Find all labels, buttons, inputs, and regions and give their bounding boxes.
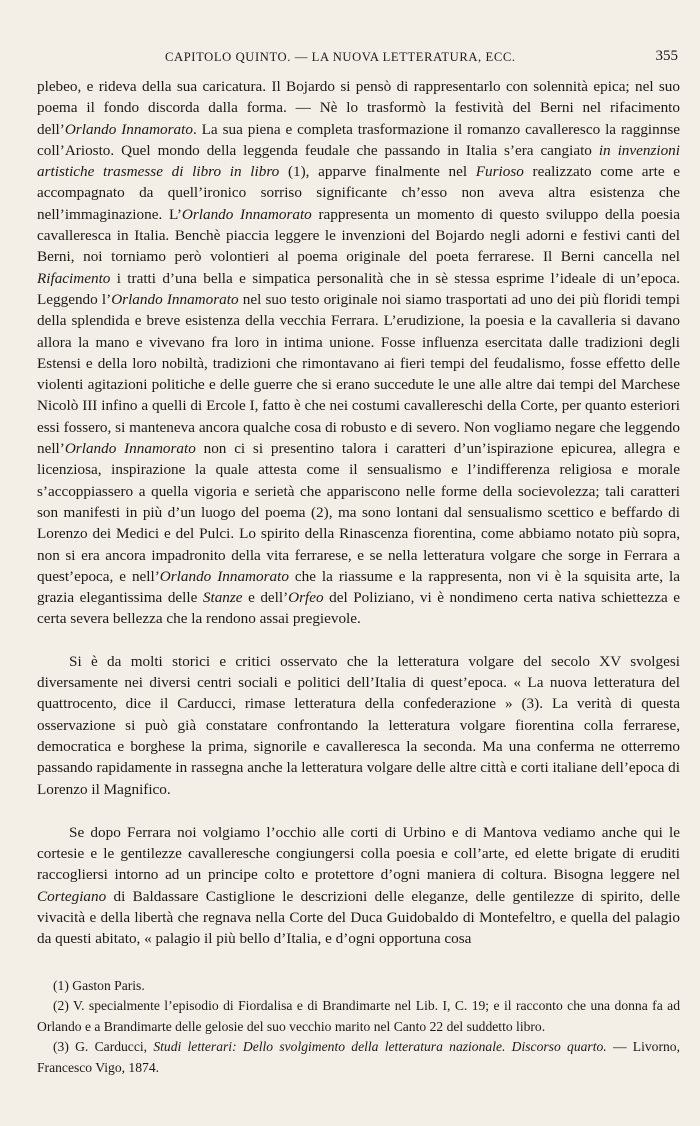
footnote-3 bbox=[37, 1037, 680, 1078]
page-number: 355 bbox=[655, 48, 678, 64]
paragraph-2 bbox=[37, 651, 680, 800]
text-run: (1), apparve finalmente nel bbox=[279, 163, 476, 181]
italic-text: Orlando Innamorato bbox=[159, 567, 289, 585]
text-run: Se dopo Ferrara noi volgiamo l’occhio alle corti di Urbino e di Mantova vediamo anche qui le cortesie e le gentilezze cavalleresche congiungersi colla poesia e coll’arte, ed elette brigate di eruditi raccogliersi intorno ad un principe colto e protettore d’ogni maniera di coltura. Bisogna leggere nel bbox=[37, 823, 680, 884]
footnote-1 bbox=[37, 976, 680, 997]
text-run: del Poliziano, vi è nondimeno certa nativa schiettezza e certa severa bellezza che la rendono assai pregievole. bbox=[37, 589, 680, 628]
italic-text: Orlando Innamorato bbox=[64, 120, 193, 138]
italic-text: Orlando Innamorato bbox=[181, 205, 312, 223]
italic-text: Rifacimento bbox=[37, 269, 111, 287]
text-run: non ci si presentino talora i caratteri d’un’ispirazione epicurea, allegra e licenziosa, inspirazione la quale attesta come il sensualismo e l’indifferenza religiosa e morale s’accoppiassero a quella vigoria e serietà che appariscono nelle forme della socievolezza; tali caratteri son manifesti in più d’un luogo del poema (2), ma sono lontani dal sensualismo scettico e beffardo di Lorenzo dei Medici e del Pulci. Lo spirito della Rinascenza fiorentina, come abbiamo notato più sopra, non si era ancora impadronito della vita ferrarese, e se nella letteratura volgare che sorge in Ferrara a quest’epoca, e nell’ bbox=[37, 440, 680, 585]
page-header bbox=[37, 50, 682, 76]
text-run: che la riassume e la rappresenta, non vi è la squisita arte, la grazia elegantissima delle bbox=[37, 567, 680, 607]
running-head: CAPITOLO QUINTO. — LA NUOVA LETTERATURA, ECC. bbox=[165, 50, 516, 64]
text-run: plebeo, e rideva della sua caricatura. Il Bojardo si pensò di rappresentarlo con solennità epica; nel suo poema il fondo discorda dalla forma. — Nè lo trasformò la festività del Berni nel rifacimento dell’ bbox=[37, 78, 680, 138]
italic-text: Cortegiano bbox=[37, 887, 107, 905]
text-run: i tratti d’una bella e simpatica personalità che in sè stessa esprime l’ideale di un’epoca. Leggendo l’ bbox=[37, 269, 680, 308]
italic-text: Stanze bbox=[202, 589, 243, 607]
italic-text: Furioso bbox=[475, 163, 524, 181]
italic-text: Orlando Innamorato bbox=[64, 440, 196, 458]
paragraph-3 bbox=[37, 822, 680, 950]
text-run: rappresenta un momento di questo sviluppo della poesia cavalleresca in Italia. Benchè piaccia leggere le invenzioni del Bojardo negli adorni e festivi canti del Berni, noi torniamo però volontieri al poema originale del poeta ferrarese. Il Berni cancella nel bbox=[37, 205, 680, 266]
text-run: di Baldassare Castiglione le descrizioni delle eleganze, delle gentilezze di spirito, delle vivacità e della libertà che regnava nella Corte del Duca Guidobaldo di Montefeltro, e quella del palagio da questi abitato, « palagio il più bello d’Italia, e d’ogni opportuna cosa bbox=[37, 887, 680, 948]
italic-text: in invenzioni artistiche trasmesse di libro in libro bbox=[37, 141, 680, 181]
italic-text: Orlando Innamorato bbox=[111, 290, 239, 308]
footnote-2 bbox=[37, 996, 680, 1037]
text-run: e dell’ bbox=[242, 589, 289, 607]
text-run: (3) G. Carducci, bbox=[53, 1039, 154, 1055]
text-run: (2) V. specialmente l’episodio di Fiordalisa e di Brandimarte nel Lib. I, C. 19; e il racconto che una donna fa ad Orlando e a Brandimarte delle gelosie del suo vecchio marito nel Canto 22 del suddetto libro. bbox=[37, 998, 680, 1034]
footnotes bbox=[37, 976, 680, 1079]
text-run: Si è da molti storici e critici osservato che la letteratura volgare del secolo XV svolgesi diversamente nei diversi centri sociali e politici dell’Italia di quest’epoca. « La nuova letteratura del quattrocento, dice il Carducci, rimase letteratura della confederazione » (3). La verità di questa osservazione si può già constatare confrontando la letteratura volgare fiorentina colla ferrarese, democratica e borghese la prima, signorile e cavalleresca la seconda. Ma una conferma ne otterremo passando rapidamente in rassegna anche la letteratura volgare delle altre città e corti italiane dell’epoca di Lorenzo il Magnifico. bbox=[37, 652, 680, 798]
text-run: — Livorno, Francesco Vigo, 1874. bbox=[37, 1039, 680, 1075]
body-text bbox=[37, 76, 680, 950]
italic-text: Orfeo bbox=[288, 589, 324, 607]
text-run: (1) Gaston Paris. bbox=[53, 977, 145, 993]
italic-text: Studi letterari: Dello svolgimento della letteratura nazionale. Discorso quarto. bbox=[153, 1039, 607, 1055]
text-run: . La sua piena e completa trasformazione il romanzo cavalleresco la ragginnse coll’Ariosto. Quel mondo della leggenda feudale che passando in Italia s’era cangiato bbox=[37, 120, 680, 159]
paragraph-1 bbox=[37, 76, 680, 630]
text-run: realizzato come arte e accompagnato da quell’ironico sorriso significante ch’esso non aveva altra esistenza che nell’immaginazione. L’ bbox=[37, 163, 680, 223]
text-run: nel suo testo originale noi siamo trasportati ad uno dei più floridi tempi della splendida e breve esistenza della vecchia Ferrara. L’erudizione, la poesia e la cavalleria si davano allora la mano e vivevano fra loro in intima unione. Fosse influenza esercitata dalle tradizioni degli Estensi e della loro nobiltà, tradizioni che rimontavano ai fieri tempi del feudalismo, fosse effetto delle violenti agitazioni politiche e delle guerre che si erano succedute le une alle altre dai tempi del Marchese Nicolò III infino a quelli di Ercole I, fatto è che nei costumi cavallereschi della Corte, per quanto esteriori essi fossero, si manteneva ancora qualche cosa di robusto e di severo. Non vogliamo negare che leggendo nell’ bbox=[37, 290, 680, 458]
